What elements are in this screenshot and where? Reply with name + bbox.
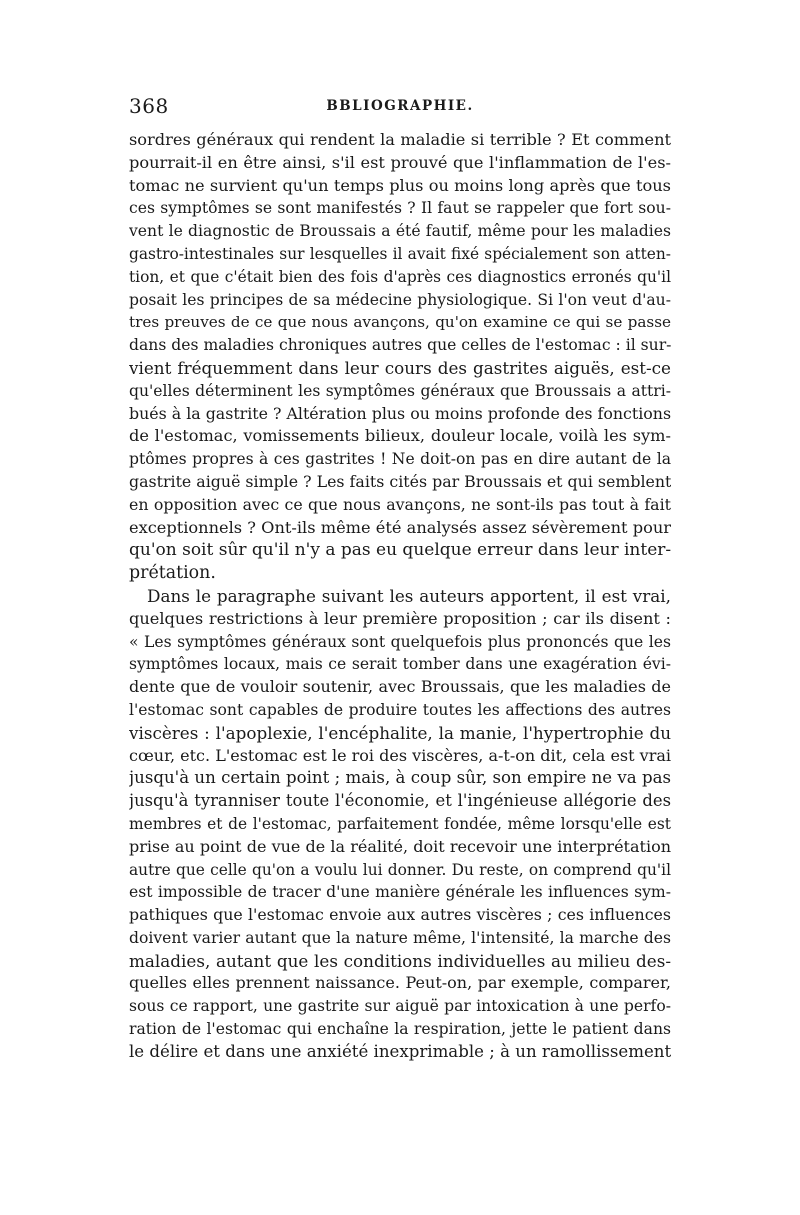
text-line: cœur, etc. L'estomac est le roi des viscères, a-t-on dit, cela est vrai — [129, 745, 671, 765]
text-line: tomac ne survient qu'un temps plus ou moins long après que tous — [129, 175, 671, 195]
page-number: 368 — [129, 94, 169, 118]
text-line: ptômes propres à ces gastrites ! Ne doit-on pas en dire autant de la — [129, 450, 671, 469]
text-line: vent le diagnostic de Broussais a été fautif, même pour les maladies — [129, 222, 671, 241]
text-line: viscères : l'apoplexie, l'encéphalite, la manie, l'hypertrophie du — [129, 722, 671, 743]
text-line: vient fréquemment dans leur cours des gastrites aiguës, est-ce — [129, 357, 671, 378]
text-line: qu'on soit sûr qu'il n'y a pas eu quelque erreur dans leur inter- — [129, 540, 671, 561]
text-line: sordres généraux qui rendent la maladie si terrible ? Et comment — [129, 130, 671, 149]
paragraph-end-line: prétation. — [129, 563, 216, 584]
text-line: jusqu'à tyranniser toute l'économie, et l'ingénieuse allégorie des — [129, 791, 671, 811]
text-line: gastrite aiguë simple ? Les faits cités par Broussais et qui semblent — [129, 471, 671, 491]
text-line: prise au point de vue de la réalité, doit recevoir une interprétation — [129, 836, 671, 856]
text-line: dans des maladies chroniques autres que celles de l'estomac : il sur- — [129, 336, 671, 355]
text-line: pourrait-il en être ainsi, s'il est prouvé que l'inflammation de l'es- — [129, 152, 671, 172]
text-line: autre que celle qu'on a voulu lui donner. Du reste, on comprend qu'il — [129, 860, 671, 879]
text-line: gastro-intestinales sur lesquelles il avait fixé spécialement son atten- — [129, 244, 671, 263]
text-line: est impossible de tracer d'une manière générale les influences sym- — [129, 883, 671, 902]
text-line: tres preuves de ce que nous avançons, qu'on examine ce qui se passe — [129, 313, 671, 332]
text-line: l'estomac sont capables de produire toutes les affections des autres — [129, 700, 671, 719]
text-line: « Les symptômes généraux sont quelquefois plus prononcés que les — [129, 632, 671, 651]
text-line: en opposition avec ce que nous avançons, ne sont-ils pas tout à fait — [129, 494, 671, 514]
text-line: bués à la gastrite ? Altération plus ou moins profonde des fonctions — [129, 403, 671, 423]
text-line: membres et de l'estomac, parfaitement fondée, même lorsqu'elle est — [129, 814, 671, 833]
text-line: symptômes locaux, mais ce serait tomber dans une exagération évi- — [129, 655, 671, 674]
text-line: posait les principes de sa médecine physiologique. Si l'on veut d'au- — [129, 290, 671, 309]
text-line: tion, et que c'était bien des fois d'après ces diagnostics erronés qu'il — [129, 267, 671, 286]
text-line: doivent varier autant que la nature même, l'intensité, la marche des — [129, 928, 671, 947]
text-line: sous ce rapport, une gastrite sur aiguë par intoxication à une perfo- — [129, 997, 671, 1016]
text-line: ces symptômes se sont manifestés ? Il faut se rappeler que fort sou- — [129, 199, 671, 218]
text-line: jusqu'à un certain point ; mais, à coup sûr, son empire ne va pas — [129, 768, 671, 788]
running-title: BBLIOGRAPHIE. — [326, 98, 474, 114]
text-line: pathiques que l'estomac envoie aux autres viscères ; ces influences — [129, 905, 671, 925]
text-line: exceptionnels ? Ont-ils même été analysés assez sévèrement pour — [129, 517, 671, 537]
text-line: maladies, autant que les conditions individuelles au milieu des- — [129, 950, 671, 971]
text-line: quelques restrictions à leur première proposition ; car ils disent : — [129, 608, 671, 628]
text-line: quelles elles prennent naissance. Peut-on, par exemple, comparer, — [129, 973, 671, 993]
paragraph-start-line: Dans le paragraphe suivant les auteurs apportent, il est vrai, — [147, 585, 671, 606]
text-line: ration de l'estomac qui enchaîne la respiration, jette le patient dans — [129, 1020, 671, 1039]
text-line: dente que de vouloir soutenir, avec Broussais, que les maladies de — [129, 677, 671, 697]
body-text — [129, 129, 671, 1064]
page-header — [129, 94, 671, 122]
text-line: de l'estomac, vomissements bilieux, douleur locale, voilà les sym- — [129, 426, 671, 446]
text-line: le délire et dans une anxiété inexprimable ; à un ramollissement — [129, 1041, 671, 1061]
text-line: qu'elles déterminent les symptômes généraux que Broussais a attri- — [129, 381, 671, 400]
